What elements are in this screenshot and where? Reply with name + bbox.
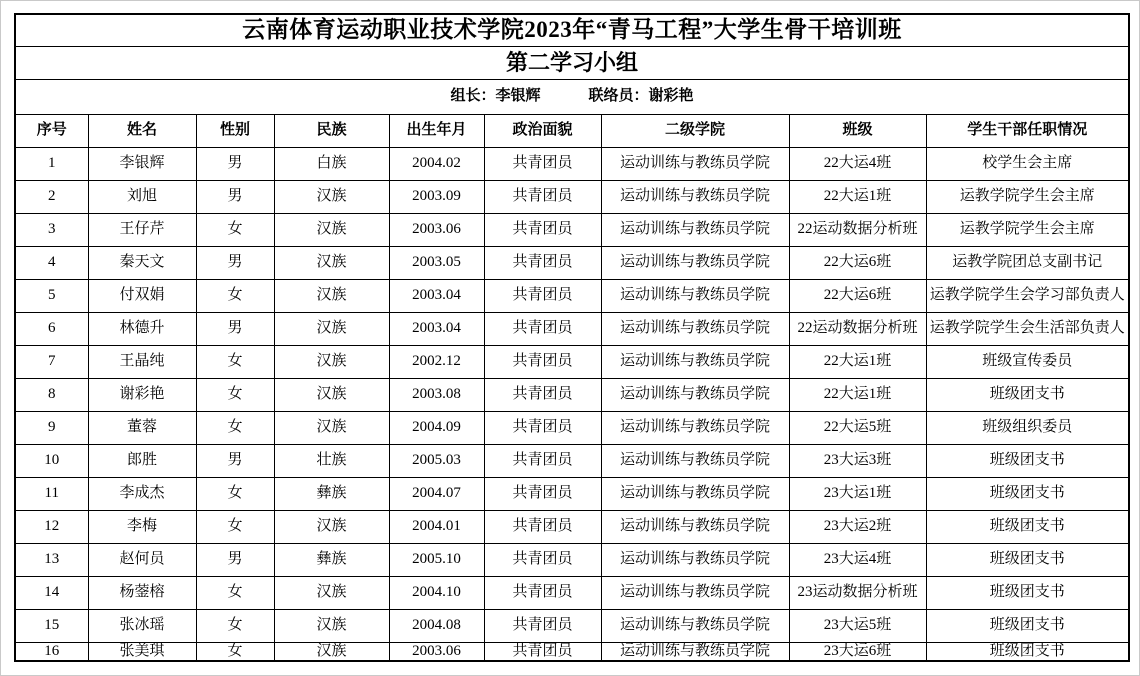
cell-political-status: 共青团员 bbox=[484, 346, 601, 379]
cell-gender: 男 bbox=[196, 313, 274, 346]
cell-position: 运教学院学生会主席 bbox=[926, 181, 1129, 214]
cell-class: 23大运6班 bbox=[789, 643, 926, 662]
roster-table-body bbox=[15, 148, 1129, 662]
cell-position: 班级团支书 bbox=[926, 478, 1129, 511]
cell-gender: 男 bbox=[196, 247, 274, 280]
cell-gender: 女 bbox=[196, 280, 274, 313]
table-row bbox=[15, 577, 1129, 610]
leader-name: 李银辉 bbox=[495, 88, 541, 105]
col-header-class: 班级 bbox=[789, 115, 926, 148]
cell-birth-date: 2003.06 bbox=[389, 214, 484, 247]
table-row bbox=[15, 544, 1129, 577]
cell-position: 班级团支书 bbox=[926, 577, 1129, 610]
cell-college: 运动训练与教练员学院 bbox=[601, 577, 789, 610]
cell-class: 23大运1班 bbox=[789, 478, 926, 511]
cell-index: 4 bbox=[15, 247, 88, 280]
cell-position: 校学生会主席 bbox=[926, 148, 1129, 181]
group-subtitle: 第二学习小组 bbox=[15, 47, 1129, 80]
cell-class: 22大运4班 bbox=[789, 148, 926, 181]
cell-gender: 女 bbox=[196, 610, 274, 643]
cell-class: 22大运5班 bbox=[789, 412, 926, 445]
cell-position: 班级团支书 bbox=[926, 610, 1129, 643]
col-header-birth-date: 出生年月 bbox=[389, 115, 484, 148]
cell-position: 班级宣传委员 bbox=[926, 346, 1129, 379]
cell-political-status: 共青团员 bbox=[484, 577, 601, 610]
cell-class: 22运动数据分析班 bbox=[789, 214, 926, 247]
cell-college: 运动训练与教练员学院 bbox=[601, 544, 789, 577]
header-row bbox=[15, 115, 1129, 148]
cell-index: 7 bbox=[15, 346, 88, 379]
cell-political-status: 共青团员 bbox=[484, 379, 601, 412]
cell-college: 运动训练与教练员学院 bbox=[601, 412, 789, 445]
cell-index: 14 bbox=[15, 577, 88, 610]
cell-political-status: 共青团员 bbox=[484, 313, 601, 346]
table-row bbox=[15, 148, 1129, 181]
table-row bbox=[15, 247, 1129, 280]
cell-name: 刘旭 bbox=[88, 181, 196, 214]
cell-ethnicity: 汉族 bbox=[274, 214, 389, 247]
cell-birth-date: 2003.09 bbox=[389, 181, 484, 214]
cell-ethnicity: 彝族 bbox=[274, 544, 389, 577]
cell-political-status: 共青团员 bbox=[484, 643, 601, 662]
cell-ethnicity: 彝族 bbox=[274, 478, 389, 511]
document-title: 云南体育运动职业技术学院2023年“青马工程”大学生骨干培训班 bbox=[15, 14, 1129, 47]
cell-college: 运动训练与教练员学院 bbox=[601, 214, 789, 247]
cell-college: 运动训练与教练员学院 bbox=[601, 610, 789, 643]
cell-class: 22大运6班 bbox=[789, 280, 926, 313]
col-header-ethnicity: 民族 bbox=[274, 115, 389, 148]
cell-college: 运动训练与教练员学院 bbox=[601, 346, 789, 379]
group-info bbox=[15, 80, 1129, 115]
table-row bbox=[15, 214, 1129, 247]
liaison-name: 谢彩艳 bbox=[648, 88, 694, 105]
cell-class: 22大运6班 bbox=[789, 247, 926, 280]
cell-ethnicity: 汉族 bbox=[274, 181, 389, 214]
cell-index: 8 bbox=[15, 379, 88, 412]
cell-college: 运动训练与教练员学院 bbox=[601, 247, 789, 280]
cell-class: 22大运1班 bbox=[789, 181, 926, 214]
cell-ethnicity: 汉族 bbox=[274, 610, 389, 643]
cell-college: 运动训练与教练员学院 bbox=[601, 379, 789, 412]
cell-class: 23运动数据分析班 bbox=[789, 577, 926, 610]
cell-ethnicity: 汉族 bbox=[274, 511, 389, 544]
cell-ethnicity: 汉族 bbox=[274, 577, 389, 610]
cell-gender: 女 bbox=[196, 643, 274, 662]
cell-college: 运动训练与教练员学院 bbox=[601, 511, 789, 544]
cell-name: 王仔芹 bbox=[88, 214, 196, 247]
cell-index: 11 bbox=[15, 478, 88, 511]
cell-position: 运教学院团总支副书记 bbox=[926, 247, 1129, 280]
cell-political-status: 共青团员 bbox=[484, 247, 601, 280]
cell-index: 1 bbox=[15, 148, 88, 181]
cell-political-status: 共青团员 bbox=[484, 511, 601, 544]
cell-class: 23大运4班 bbox=[789, 544, 926, 577]
cell-birth-date: 2003.04 bbox=[389, 313, 484, 346]
col-header-index: 序号 bbox=[15, 115, 88, 148]
table-row bbox=[15, 346, 1129, 379]
cell-position: 班级团支书 bbox=[926, 511, 1129, 544]
cell-gender: 女 bbox=[196, 214, 274, 247]
table-row bbox=[15, 379, 1129, 412]
cell-ethnicity: 汉族 bbox=[274, 643, 389, 662]
cell-index: 16 bbox=[15, 643, 88, 662]
table-row bbox=[15, 412, 1129, 445]
cell-index: 6 bbox=[15, 313, 88, 346]
cell-position: 班级团支书 bbox=[926, 643, 1129, 662]
cell-name: 郎胜 bbox=[88, 445, 196, 478]
cell-class: 22运动数据分析班 bbox=[789, 313, 926, 346]
cell-position: 班级团支书 bbox=[926, 544, 1129, 577]
cell-position: 班级组织委员 bbox=[926, 412, 1129, 445]
table-row bbox=[15, 511, 1129, 544]
cell-ethnicity: 白族 bbox=[274, 148, 389, 181]
cell-position: 运教学院学生会生活部负责人 bbox=[926, 313, 1129, 346]
cell-class: 23大运5班 bbox=[789, 610, 926, 643]
table-row bbox=[15, 280, 1129, 313]
cell-position: 运教学院学生会学习部负责人 bbox=[926, 280, 1129, 313]
cell-political-status: 共青团员 bbox=[484, 148, 601, 181]
cell-birth-date: 2004.02 bbox=[389, 148, 484, 181]
subtitle-row bbox=[15, 47, 1129, 80]
cell-name: 杨蓥榕 bbox=[88, 577, 196, 610]
cell-political-status: 共青团员 bbox=[484, 544, 601, 577]
cell-name: 付双娟 bbox=[88, 280, 196, 313]
cell-name: 张冰瑶 bbox=[88, 610, 196, 643]
cell-birth-date: 2003.04 bbox=[389, 280, 484, 313]
table-row bbox=[15, 478, 1129, 511]
leader-label: 组长： bbox=[450, 88, 496, 105]
cell-birth-date: 2004.01 bbox=[389, 511, 484, 544]
cell-gender: 女 bbox=[196, 346, 274, 379]
cell-birth-date: 2002.12 bbox=[389, 346, 484, 379]
cell-name: 董蓉 bbox=[88, 412, 196, 445]
cell-name: 张美琪 bbox=[88, 643, 196, 662]
cell-class: 23大运3班 bbox=[789, 445, 926, 478]
cell-birth-date: 2003.08 bbox=[389, 379, 484, 412]
cell-gender: 女 bbox=[196, 379, 274, 412]
cell-name: 李银辉 bbox=[88, 148, 196, 181]
cell-name: 秦天文 bbox=[88, 247, 196, 280]
cell-political-status: 共青团员 bbox=[484, 412, 601, 445]
cell-political-status: 共青团员 bbox=[484, 280, 601, 313]
cell-index: 10 bbox=[15, 445, 88, 478]
cell-name: 李梅 bbox=[88, 511, 196, 544]
cell-ethnicity: 汉族 bbox=[274, 346, 389, 379]
cell-name: 赵何员 bbox=[88, 544, 196, 577]
table-row bbox=[15, 181, 1129, 214]
cell-ethnicity: 汉族 bbox=[274, 412, 389, 445]
cell-birth-date: 2005.03 bbox=[389, 445, 484, 478]
cell-political-status: 共青团员 bbox=[484, 445, 601, 478]
cell-birth-date: 2004.10 bbox=[389, 577, 484, 610]
info-row bbox=[15, 80, 1129, 115]
cell-gender: 男 bbox=[196, 181, 274, 214]
cell-birth-date: 2004.09 bbox=[389, 412, 484, 445]
cell-political-status: 共青团员 bbox=[484, 214, 601, 247]
col-header-position: 学生干部任职情况 bbox=[926, 115, 1129, 148]
cell-name: 李成杰 bbox=[88, 478, 196, 511]
col-header-college: 二级学院 bbox=[601, 115, 789, 148]
cell-name: 王晶纯 bbox=[88, 346, 196, 379]
cell-college: 运动训练与教练员学院 bbox=[601, 280, 789, 313]
liaison-label: 联络员： bbox=[588, 88, 649, 105]
cell-ethnicity: 汉族 bbox=[274, 313, 389, 346]
cell-birth-date: 2004.08 bbox=[389, 610, 484, 643]
title-row bbox=[15, 14, 1129, 47]
cell-college: 运动训练与教练员学院 bbox=[601, 478, 789, 511]
cell-index: 9 bbox=[15, 412, 88, 445]
cell-political-status: 共青团员 bbox=[484, 478, 601, 511]
cell-gender: 男 bbox=[196, 544, 274, 577]
cell-gender: 女 bbox=[196, 511, 274, 544]
cell-college: 运动训练与教练员学院 bbox=[601, 313, 789, 346]
table-row bbox=[15, 643, 1129, 662]
col-header-gender: 性别 bbox=[196, 115, 274, 148]
cell-index: 2 bbox=[15, 181, 88, 214]
cell-political-status: 共青团员 bbox=[484, 610, 601, 643]
cell-gender: 男 bbox=[196, 148, 274, 181]
cell-ethnicity: 汉族 bbox=[274, 247, 389, 280]
cell-class: 22大运1班 bbox=[789, 379, 926, 412]
cell-birth-date: 2005.10 bbox=[389, 544, 484, 577]
cell-college: 运动训练与教练员学院 bbox=[601, 181, 789, 214]
cell-index: 15 bbox=[15, 610, 88, 643]
cell-college: 运动训练与教练员学院 bbox=[601, 643, 789, 662]
cell-ethnicity: 汉族 bbox=[274, 280, 389, 313]
cell-index: 12 bbox=[15, 511, 88, 544]
cell-birth-date: 2003.06 bbox=[389, 643, 484, 662]
table-row bbox=[15, 313, 1129, 346]
cell-index: 3 bbox=[15, 214, 88, 247]
cell-gender: 女 bbox=[196, 478, 274, 511]
table-row bbox=[15, 610, 1129, 643]
cell-position: 班级团支书 bbox=[926, 379, 1129, 412]
cell-college: 运动训练与教练员学院 bbox=[601, 148, 789, 181]
cell-position: 班级团支书 bbox=[926, 445, 1129, 478]
cell-political-status: 共青团员 bbox=[484, 181, 601, 214]
cell-class: 22大运1班 bbox=[789, 346, 926, 379]
cell-name: 谢彩艳 bbox=[88, 379, 196, 412]
cell-birth-date: 2003.05 bbox=[389, 247, 484, 280]
cell-birth-date: 2004.07 bbox=[389, 478, 484, 511]
roster-table bbox=[14, 13, 1130, 662]
cell-gender: 女 bbox=[196, 412, 274, 445]
cell-gender: 男 bbox=[196, 445, 274, 478]
cell-gender: 女 bbox=[196, 577, 274, 610]
cell-ethnicity: 壮族 bbox=[274, 445, 389, 478]
cell-index: 13 bbox=[15, 544, 88, 577]
col-header-political-status: 政治面貌 bbox=[484, 115, 601, 148]
cell-college: 运动训练与教练员学院 bbox=[601, 445, 789, 478]
cell-name: 林德升 bbox=[88, 313, 196, 346]
cell-class: 23大运2班 bbox=[789, 511, 926, 544]
cell-index: 5 bbox=[15, 280, 88, 313]
cell-position: 运教学院学生会主席 bbox=[926, 214, 1129, 247]
col-header-name: 姓名 bbox=[88, 115, 196, 148]
cell-ethnicity: 汉族 bbox=[274, 379, 389, 412]
table-row bbox=[15, 445, 1129, 478]
